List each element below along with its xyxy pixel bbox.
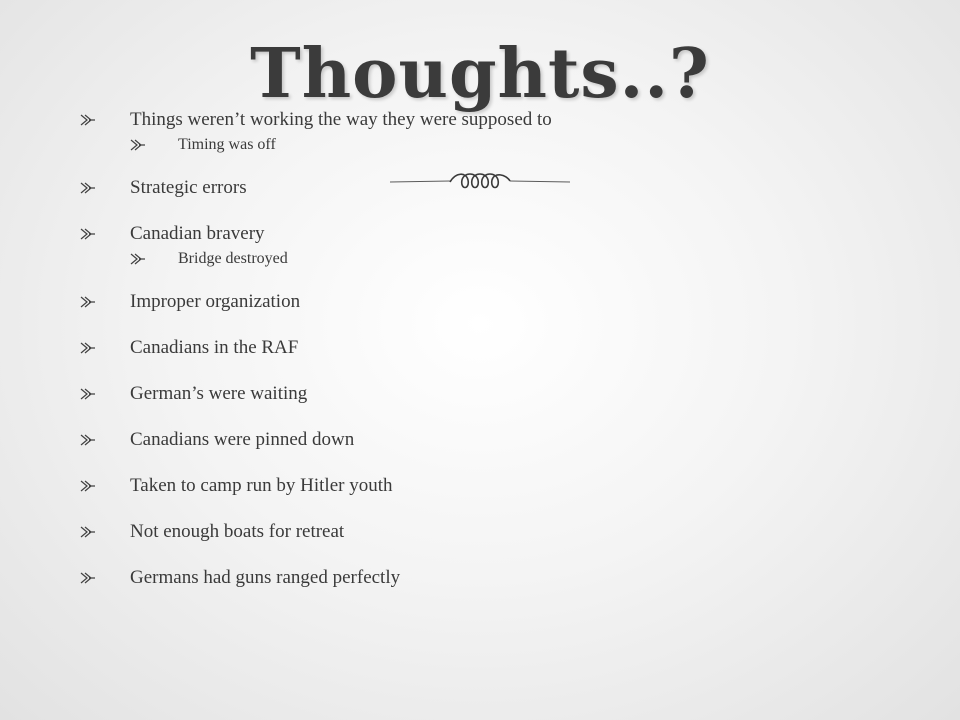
- list-item-text: Not enough boats for retreat: [130, 521, 345, 542]
- sub-list-item: [130, 134, 900, 156]
- list-item-row: [80, 174, 900, 202]
- list-item: [80, 106, 900, 156]
- list-item: [80, 472, 900, 500]
- list-item-row: [80, 220, 900, 248]
- feather-arrow-bullet-icon: [80, 182, 130, 194]
- list-item-text: Improper organization: [130, 291, 301, 312]
- feather-arrow-bullet-icon: [80, 114, 130, 126]
- list-item-row: [80, 334, 900, 362]
- feather-arrow-bullet-icon: [80, 228, 130, 240]
- bullet-list: [80, 106, 900, 610]
- list-item: [80, 380, 900, 408]
- list-item: [80, 174, 900, 202]
- list-item-row: [80, 288, 900, 316]
- list-item-row: [80, 106, 900, 134]
- list-item-text: Canadians in the RAF: [130, 337, 299, 358]
- list-item: [80, 426, 900, 454]
- feather-arrow-bullet-icon: [80, 480, 130, 492]
- list-item: [80, 564, 900, 592]
- feather-arrow-bullet-icon: [80, 434, 130, 446]
- list-item-row: [80, 518, 900, 546]
- list-item: [80, 518, 900, 546]
- feather-arrow-bullet-icon: [130, 139, 178, 151]
- feather-arrow-bullet-icon: [80, 526, 130, 538]
- list-item-text: German’s were waiting: [130, 383, 308, 404]
- list-item: [80, 288, 900, 316]
- list-item-row: [80, 380, 900, 408]
- list-item-text: Canadian bravery: [130, 223, 265, 244]
- sub-list-item: [130, 248, 900, 270]
- list-item-text: Taken to camp run by Hitler youth: [130, 475, 393, 496]
- list-item-row: [80, 564, 900, 592]
- list-item: [80, 220, 900, 270]
- list-item-text: Things weren’t working the way they were supposed to: [130, 109, 552, 130]
- feather-arrow-bullet-icon: [80, 572, 130, 584]
- list-item-text: Strategic errors: [130, 177, 247, 198]
- list-item-row: [80, 472, 900, 500]
- list-item-text: Germans had guns ranged perfectly: [130, 567, 401, 588]
- feather-arrow-bullet-icon: [80, 388, 130, 400]
- feather-arrow-bullet-icon: [80, 296, 130, 308]
- list-item: [80, 334, 900, 362]
- slide-title: Thoughts..?: [250, 34, 710, 114]
- sub-list-item-text: Timing was off: [178, 136, 276, 153]
- list-item-text: Canadians were pinned down: [130, 429, 355, 450]
- feather-arrow-bullet-icon: [80, 342, 130, 354]
- sub-list-item-text: Bridge destroyed: [178, 250, 288, 267]
- list-item-row: [80, 426, 900, 454]
- feather-arrow-bullet-icon: [130, 253, 178, 265]
